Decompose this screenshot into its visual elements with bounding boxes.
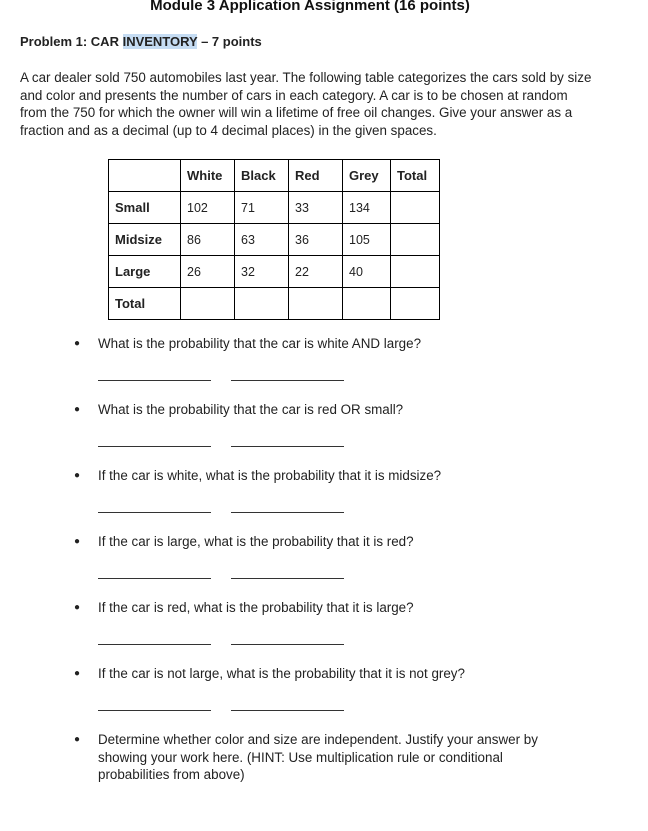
table-row — [109, 224, 440, 256]
question-text: Determine whether color and size are independent. Justify your answer by showing your work here. (HINT: Use multiplication rule or conditional probabilities from above) — [98, 732, 538, 783]
problem-heading — [20, 34, 262, 49]
question-text: What is the probability that the car is red OR small? — [98, 402, 404, 417]
answer-blank-decimal[interactable] — [231, 380, 344, 381]
problem-prefix: Problem 1: CAR — [20, 34, 123, 49]
table-header-cell — [109, 160, 181, 192]
row-label: Large — [109, 256, 181, 288]
question-text: If the car is large, what is the probability that it is red? — [98, 534, 414, 549]
answer-blank-decimal[interactable] — [231, 578, 344, 579]
table-header-cell: White — [181, 160, 235, 192]
inventory-table — [108, 159, 440, 320]
table-cell — [235, 288, 289, 320]
answer-blank-fraction[interactable] — [98, 380, 211, 381]
answer-blank-fraction[interactable] — [98, 644, 211, 645]
table-cell — [181, 288, 235, 320]
problem-highlight: INVENTORY — [122, 34, 198, 49]
answer-blank-fraction[interactable] — [98, 512, 211, 513]
table-header-cell: Grey — [343, 160, 391, 192]
table-cell: 63 — [235, 224, 289, 256]
bullet-icon: ● — [74, 470, 81, 481]
question-text: If the car is red, what is the probability that it is large? — [98, 600, 414, 615]
bullet-icon: ● — [74, 668, 81, 679]
question-text: If the car is not large, what is the probability that it is not grey? — [98, 666, 465, 681]
table-cell — [391, 192, 440, 224]
answer-blank-decimal[interactable] — [231, 446, 344, 447]
bullet-icon: ● — [74, 338, 81, 349]
answer-blank-decimal[interactable] — [231, 710, 344, 711]
table-cell: 26 — [181, 256, 235, 288]
table-cell: 40 — [343, 256, 391, 288]
table-cell: 71 — [235, 192, 289, 224]
table-cell — [391, 256, 440, 288]
answer-blank-fraction[interactable] — [98, 446, 211, 447]
table-header-row — [109, 160, 440, 192]
table-row — [109, 256, 440, 288]
answer-blank-decimal[interactable] — [231, 644, 344, 645]
document-title: Module 3 Application Assignment (16 points) — [150, 0, 470, 14]
table-header-cell: Total — [391, 160, 440, 192]
table-cell: 33 — [289, 192, 343, 224]
bullet-icon: ● — [74, 404, 81, 415]
table-cell: 22 — [289, 256, 343, 288]
table-cell: 105 — [343, 224, 391, 256]
bullet-icon: ● — [74, 734, 81, 745]
row-label: Small — [109, 192, 181, 224]
question-text: What is the probability that the car is white AND large? — [98, 336, 422, 351]
bullet-icon: ● — [74, 602, 81, 613]
table-cell: 32 — [235, 256, 289, 288]
intro-paragraph: A car dealer sold 750 automobiles last year. The following table categorizes the cars sold by size and color and presents the number of cars in each category. A car is to be chosen at random from the 750 for which the owner will win a lifetime of free oil changes. Give your answer as a fraction and as a decimal (up to 4 decimal places) in the given spaces. — [20, 70, 592, 138]
table-cell — [343, 288, 391, 320]
row-label: Total — [109, 288, 181, 320]
table-cell: 36 — [289, 224, 343, 256]
table-cell — [391, 288, 440, 320]
table-cell: 86 — [181, 224, 235, 256]
answer-blank-fraction[interactable] — [98, 578, 211, 579]
answer-blank-fraction[interactable] — [98, 710, 211, 711]
bullet-icon: ● — [74, 536, 81, 547]
table-header-cell: Black — [235, 160, 289, 192]
table-row — [109, 288, 440, 320]
table-cell: 102 — [181, 192, 235, 224]
question-text: If the car is white, what is the probability that it is midsize? — [98, 468, 442, 483]
problem-suffix: – 7 points — [197, 34, 262, 49]
answer-blank-decimal[interactable] — [231, 512, 344, 513]
table-row — [109, 192, 440, 224]
table-cell — [391, 224, 440, 256]
row-label: Midsize — [109, 224, 181, 256]
table-cell: 134 — [343, 192, 391, 224]
table-cell — [289, 288, 343, 320]
table-header-cell: Red — [289, 160, 343, 192]
